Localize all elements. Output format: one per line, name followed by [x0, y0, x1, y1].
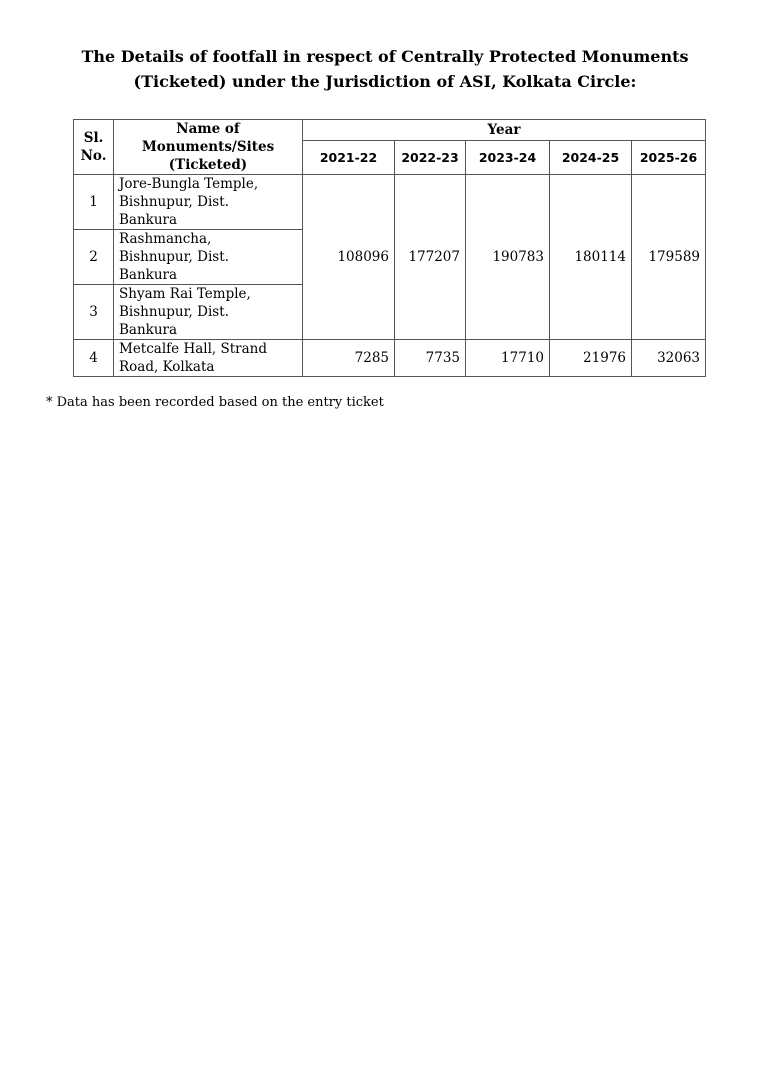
sl-no-header	[74, 120, 114, 175]
value-cell-2021-22: 7285	[303, 340, 395, 377]
name-line: Bankura	[119, 267, 178, 283]
year-header: Year	[303, 120, 706, 141]
year-2022-23-header: 2022-23	[395, 141, 466, 175]
year-2025-26-header: 2025-26	[632, 141, 706, 175]
table-row	[74, 175, 706, 230]
name-line: Metcalfe Hall, Strand	[119, 341, 267, 357]
name-line: Bishnupur, Dist.	[119, 304, 229, 320]
monument-name-cell	[114, 285, 303, 340]
value-cell-2021-22: 108096	[303, 175, 395, 340]
sl-no-header-line-1: Sl.	[83, 130, 104, 146]
value-cell-2025-26: 32063	[632, 340, 706, 377]
value-cell-2025-26: 179589	[632, 175, 706, 340]
value-cell-2022-23: 7735	[395, 340, 466, 377]
value-cell-2022-23: 177207	[395, 175, 466, 340]
value-cell-2023-24: 190783	[466, 175, 550, 340]
name-line: Rashmancha,	[119, 231, 212, 247]
sl-cell: 2	[74, 230, 114, 285]
name-header-line-1: Name of	[176, 121, 240, 137]
sl-cell: 3	[74, 285, 114, 340]
name-line: Bishnupur, Dist.	[119, 194, 229, 210]
name-line: Shyam Rai Temple,	[119, 286, 251, 302]
footnote: * Data has been recorded based on the entry ticket	[46, 395, 384, 410]
value-cell-2024-25: 21976	[550, 340, 632, 377]
value-cell-2024-25: 180114	[550, 175, 632, 340]
footfall-table	[73, 119, 706, 377]
sl-cell: 1	[74, 175, 114, 230]
sl-no-header-line-2: No.	[80, 148, 107, 164]
document-title	[40, 44, 730, 94]
table-row	[74, 340, 706, 377]
sl-cell: 4	[74, 340, 114, 377]
name-header-line-3: (Ticketed)	[168, 157, 248, 173]
monument-name-cell	[114, 230, 303, 285]
monument-name-header	[114, 120, 303, 175]
title-line-1: The Details of footfall in respect of Centrally Protected Monuments	[81, 47, 689, 66]
value-cell-2023-24: 17710	[466, 340, 550, 377]
name-line: Bankura	[119, 322, 178, 338]
monument-name-cell	[114, 175, 303, 230]
title-line-2: (Ticketed) under the Jurisdiction of ASI, Kolkata Circle:	[133, 72, 637, 91]
year-2021-22-header: 2021-22	[303, 141, 395, 175]
year-2023-24-header: 2023-24	[466, 141, 550, 175]
name-line: Bankura	[119, 212, 178, 228]
year-2024-25-header: 2024-25	[550, 141, 632, 175]
name-header-line-2: Monuments/Sites	[141, 139, 275, 155]
header-row-1	[74, 120, 706, 141]
monument-name-cell	[114, 340, 303, 377]
name-line: Jore-Bungla Temple,	[119, 176, 259, 192]
name-line: Bishnupur, Dist.	[119, 249, 229, 265]
name-line: Road, Kolkata	[119, 359, 215, 375]
